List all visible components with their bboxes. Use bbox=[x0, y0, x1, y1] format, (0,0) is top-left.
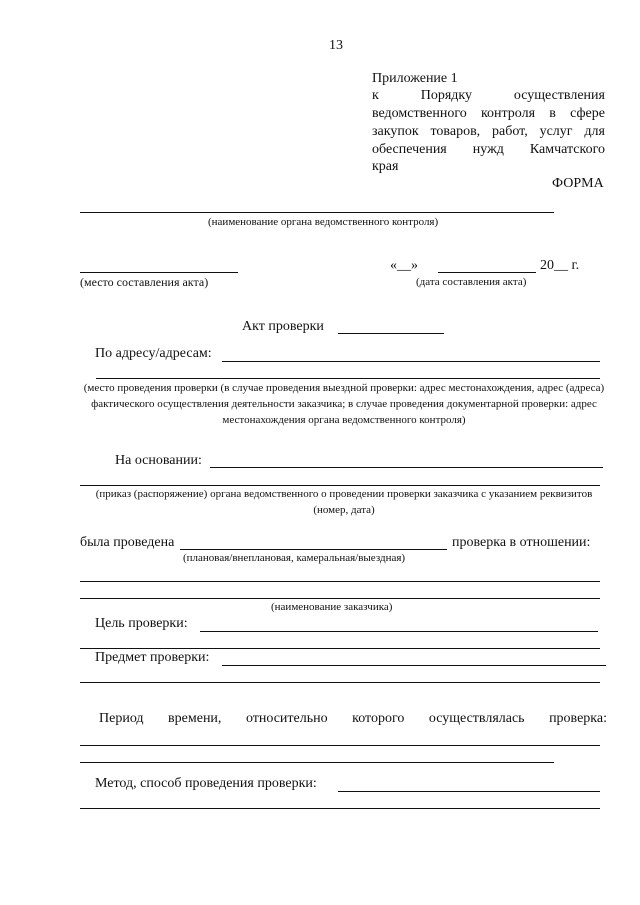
date-year: 20__ г. bbox=[540, 258, 580, 273]
appendix-word: сфере bbox=[570, 106, 605, 121]
date-month-line bbox=[438, 272, 536, 273]
subject-line-2 bbox=[80, 682, 600, 683]
period-line-1 bbox=[80, 745, 600, 746]
place-caption: (место составления акта) bbox=[80, 275, 209, 289]
appendix-line-5 bbox=[372, 143, 605, 157]
appendix-title: Приложение 1 bbox=[372, 71, 458, 86]
date-caption: (дата составления акта) bbox=[416, 276, 527, 288]
appendix-word: в bbox=[549, 106, 556, 121]
address-line-2 bbox=[96, 378, 600, 379]
appendix-word: для bbox=[584, 124, 605, 139]
appendix-word: осуществления bbox=[513, 88, 605, 103]
address-label: По адресу/адресам: bbox=[95, 346, 212, 361]
conducted-caption: (плановая/внеплановая, камеральная/выездная) bbox=[183, 552, 406, 564]
method-line-2 bbox=[80, 808, 600, 809]
appendix-word: Камчатского bbox=[529, 142, 605, 157]
appendix-line-6: края bbox=[372, 159, 399, 174]
appendix-word: обеспечения bbox=[372, 142, 447, 157]
org-name-caption: (наименование органа ведомственного контроля) bbox=[208, 216, 439, 228]
goal-line bbox=[200, 631, 598, 632]
appendix-line-2 bbox=[372, 89, 605, 103]
customer-line-1 bbox=[80, 581, 600, 582]
customer-caption: (наименование заказчика) bbox=[271, 601, 393, 613]
basis-caption: (приказ (распоряжение) органа ведомственного о проведении проверки заказчика с указанием реквизитов (номер, дата) bbox=[95, 488, 593, 516]
subject-line bbox=[222, 665, 606, 666]
act-number-line bbox=[338, 333, 444, 334]
period-word: времени, bbox=[168, 711, 222, 726]
basis-label: На основании: bbox=[115, 453, 202, 468]
method-label: Метод, способ проведения проверки: bbox=[95, 776, 317, 791]
period-word: которого bbox=[352, 711, 405, 726]
subject-label: Предмет проверки: bbox=[95, 650, 210, 665]
act-title: Акт проверки bbox=[242, 319, 324, 334]
appendix-word: контроля bbox=[480, 106, 536, 121]
forma-label: ФОРМА bbox=[552, 176, 604, 191]
date-day: «__» bbox=[390, 258, 418, 273]
address-line bbox=[222, 361, 600, 362]
goal-label: Цель проверки: bbox=[95, 616, 188, 631]
address-caption: (место проведения проверки (в случае проведения выездной проверки: адрес местонахождения, адрес (адреса) фактического осуществления деятельности заказчика; в случае проведения документарной проверки: адрес местонахождения органа ведомственного контроля) bbox=[83, 382, 605, 426]
period-label bbox=[99, 712, 607, 726]
basis-line bbox=[210, 467, 603, 468]
appendix-word: товаров, bbox=[430, 124, 481, 139]
period-word: осуществлялась bbox=[428, 711, 525, 726]
appendix-word: услуг bbox=[539, 124, 573, 139]
conducted-label: была проведена bbox=[80, 535, 175, 550]
appendix-line-3 bbox=[372, 107, 605, 121]
period-word: Период bbox=[99, 711, 144, 726]
customer-line-2 bbox=[80, 598, 600, 599]
conducted-type-line bbox=[180, 549, 447, 550]
page-number: 13 bbox=[329, 38, 343, 53]
place-line bbox=[80, 272, 238, 273]
period-word: относительно bbox=[245, 711, 328, 726]
appendix-word: к bbox=[372, 88, 379, 103]
appendix-word: нужд bbox=[472, 142, 504, 157]
conducted-label-right: проверка в отношении: bbox=[452, 535, 591, 550]
appendix-word: работ, bbox=[492, 124, 528, 139]
appendix-word: Порядку bbox=[420, 88, 472, 103]
appendix-line-4 bbox=[372, 125, 605, 139]
appendix-word: ведомственного bbox=[372, 106, 467, 121]
method-line bbox=[338, 791, 600, 792]
period-line-2 bbox=[80, 762, 554, 763]
org-name-line bbox=[80, 212, 554, 213]
period-word: проверка: bbox=[549, 711, 607, 726]
appendix-word: закупок bbox=[372, 124, 419, 139]
goal-line-2 bbox=[80, 648, 600, 649]
